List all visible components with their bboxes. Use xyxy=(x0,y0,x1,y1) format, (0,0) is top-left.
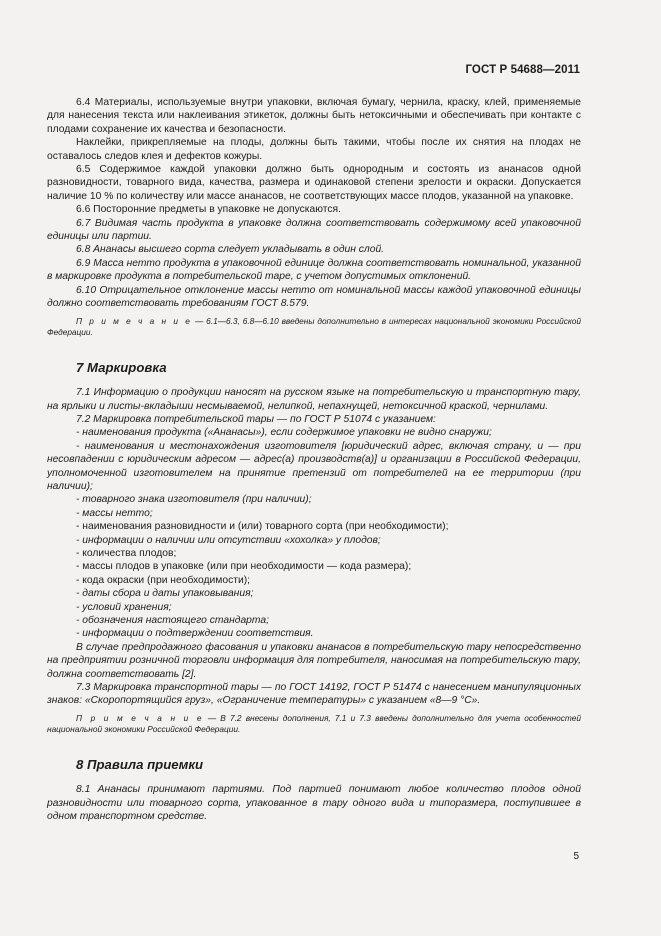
para-6-10: 6.10 Отрицательное отклонение массы нетто от номинальной массы каждой упаковочной единицы должно соответствовать требованиям ГОСТ 8.579. xyxy=(47,284,581,310)
para-7-1: 7.1 Информацию о продукции наносят на русском языке на потребительскую и транспортную тару, на ярлыки и листы-вкладыши несмываемой, нелипкой, непахнущей, нетоксичной краской, чернилами. xyxy=(47,387,581,412)
para-8-1: 8.1 Ананасы принимают партиями. Под партией понимают любое количество плодов одной разновидности или товарного сорта, упакованное в тару одного вида и типоразмера, поступившее в одном транспортном средстве. xyxy=(47,784,581,823)
list-item: - наименования и местонахождения изготовителя [юридический адрес, включая страну, и — при несовпадении с юридическим адресом — адрес(а) производств(а)] и организации в Российской Федерации, уполномоченной изготовителем на принятие претензий от потребителей на ее территории (при наличии); xyxy=(47,440,581,492)
list-item: - массы нетто; xyxy=(76,507,153,519)
document-body xyxy=(47,96,581,824)
para-6-8: 6.8 Ананасы высшего сорта следует укладывать в один слой. xyxy=(76,244,385,256)
para-stickers: Наклейки, прикрепляемые на плоды, должны быть такими, чтобы после их снятия на плодах не оставалось следов клея и дефектов кожуры. xyxy=(47,137,581,162)
list-item: - массы плодов в упаковке (или при необходимости — кода размера); xyxy=(76,561,412,573)
para-7-2-retail: В случае предпродажного фасования и упаковки ананасов в потребительскую тару непосредственно на предприятии розничной торговли информация для потребителя, наносимая на потребительскую тару, должна соответствовать [2]. xyxy=(47,641,581,680)
para-6-7: 6.7 Видимая часть продукта в упаковке должна соответствовать содержимому всей упаковочной единицы или партии. xyxy=(47,217,581,243)
list-item: - кода окраски (при необходимости); xyxy=(76,574,251,586)
heading-section-7: 7 Маркировка xyxy=(76,359,167,375)
list-item: - даты сбора и даты упаковывания; xyxy=(76,588,254,600)
para-7-2: 7.2 Маркировка потребительской тары — по ГОСТ Р 51074 с указанием: xyxy=(76,413,436,425)
heading-section-8: 8 Правила приемки xyxy=(76,757,204,773)
note-text: — 6.1—6.3, 6.8—6.10 введены дополнительно в интересах национальной экономики Российской Федерации. xyxy=(47,315,581,338)
document-code: ГОСТ Р 54688—2011 xyxy=(465,64,580,76)
list-item: - наименования продукта («Ананасы»), если содержимое упаковки не видно снаружи; xyxy=(76,427,492,439)
list-item: - информации о подтверждении соответствия. xyxy=(76,628,314,640)
para-6-5: 6.5 Содержимое каждой упаковки должно быть однородным и состоять из ананасов одной разновидности, товарного вида, качества, размера и одинаковой степени зрелости и окраски. Допускается наличие 10 % по количеству или массе ананасов, не соответствующих массе плодов, указанной на упаковке. xyxy=(47,164,581,202)
note-section-6 xyxy=(47,316,581,339)
note-label: П р и м е ч а н и е xyxy=(76,712,204,723)
list-item: - информации о наличии или отсутствии «хохолка» у плодов; xyxy=(76,534,381,546)
list-item: - условий хранения; xyxy=(76,601,172,613)
list-item: - наименования разновидности и (или) товарного сорта (при необходимости); xyxy=(76,521,449,533)
para-6-9: 6.9 Масса нетто продукта в упаковочной единице должна соответствовать номинальной, указанной в маркировке продукта в потребительской таре, с учетом допустимых отклонений. xyxy=(47,257,581,283)
para-7-3: 7.3 Маркировка транспортной тары — по ГОСТ 14192, ГОСТ Р 51474 с нанесением манипуляционных знаков: «Скоропортящийся груз», «Ограничение температуры» с указанием «8—9 °С». xyxy=(47,682,581,707)
page-number: 5 xyxy=(573,851,579,862)
note-text: — В 7.2 внесены дополнения, 7.1 и 7.3 введены дополнительно для учета особенностей национальной экономики Российской Федерации. xyxy=(47,712,581,735)
para-6-4: 6.4 Материалы, используемые внутри упаковки, включая бумагу, чернила, краску, клей, применяемые для нанесения текста или наклеивания этикеток, должны быть нетоксичными и обеспечивать при контакте с плодами сохранение их качества и безопасности. xyxy=(47,97,581,135)
list-item: - обозначения настоящего стандарта; xyxy=(76,615,269,626)
note-label: П р и м е ч а н и е xyxy=(76,315,193,326)
list-item: - количества плодов; xyxy=(76,547,177,559)
list-item: - товарного знака изготовителя (при наличии); xyxy=(76,494,312,506)
para-6-6: 6.6 Посторонние предметы в упаковке не допускаются. xyxy=(76,204,341,216)
note-section-7 xyxy=(47,713,581,736)
